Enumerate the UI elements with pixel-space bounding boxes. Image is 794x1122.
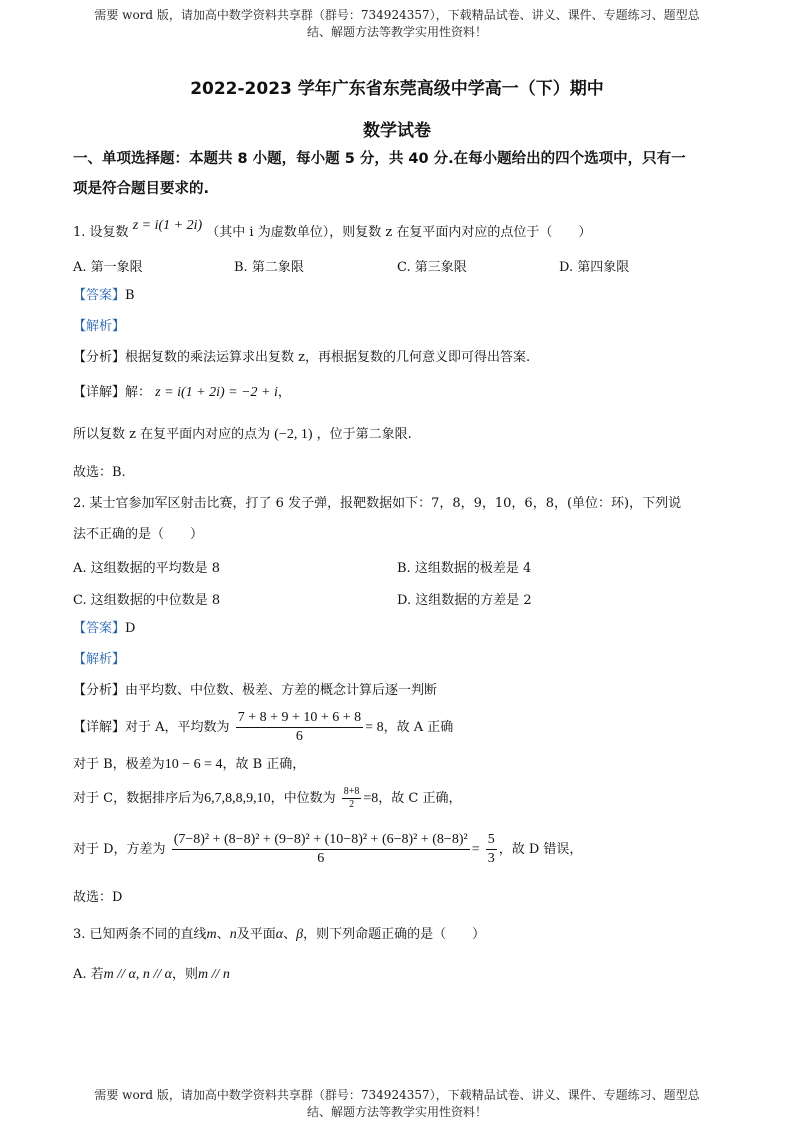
q2-d-numerator: (7−8)² + (8−8)² + (9−8)² + (10−8)² + (6−8)² + (8−8)²	[172, 831, 470, 850]
q2-stem-line1: 2. 某士官参加军区射击比赛，打了 6 发子弹，报靶数据如下：7，8，9，10，6，8，(单位：环)，下列说	[73, 496, 682, 511]
q1-point-suffix: ，位于第二象限.	[316, 427, 412, 442]
answer-tag: 【答案】	[73, 288, 126, 303]
q1-fenxi	[73, 349, 733, 367]
q2-detail-c	[73, 784, 733, 814]
q3-line-n: n	[229, 927, 237, 942]
page-title: 2022-2023 学年广东省东莞高级中学高一（下）期中	[190, 79, 604, 99]
q2-b-prefix: 对于 B，极差为	[73, 757, 165, 772]
header-banner-line1: 需要 word 版，请加高中数学资料共享群（群号：734924357），下载精品试卷、讲义、课件、专题练习、题型总	[94, 8, 700, 22]
section-heading-line1: 一、单项选择题：本题共 8 小题，每小题 5 分，共 40 分.在每小题给出的四个选项中，只有一	[73, 151, 686, 167]
header-banner	[0, 7, 794, 41]
q3-option-a	[73, 966, 733, 984]
q1-option-c: C. 第三象限	[397, 260, 467, 275]
q1-detail-prefix: 解：	[125, 385, 152, 400]
q2-option-d: D. 这组数据的方差是 2	[397, 593, 532, 608]
q2-conclusion: 故选：D	[73, 890, 123, 905]
q1-answer	[73, 287, 733, 305]
q2-c-sequence: 6,7,8,8,9,10	[204, 791, 271, 806]
q2-a-suffix: ，故 A 正确	[383, 720, 454, 735]
q2-c-mid: ，中位数为	[270, 791, 336, 806]
q1-analysis-tag: 【解析】	[73, 319, 126, 334]
q1-formula: z = i(1 + 2i)	[132, 218, 203, 233]
q2-answer-value: D	[125, 621, 136, 636]
q2-c-suffix: ，故 C 正确，	[378, 791, 462, 806]
fenxi-tag: 【分析】	[73, 683, 126, 698]
q2-option-b: B. 这组数据的极差是 4	[397, 561, 532, 576]
q1-point-value: (−2, 1)	[274, 427, 313, 442]
q2-a-equals: = 8	[365, 720, 384, 735]
q2-detail-d	[73, 830, 733, 870]
q2-b-formula: 10 − 6 = 4	[164, 757, 223, 772]
detail-tag: 【详解】	[73, 720, 126, 735]
q3-line-m: m	[206, 927, 217, 942]
q2-b-suffix: ，故 B 正确，	[222, 757, 306, 772]
q1-answer-value: B	[125, 288, 135, 303]
q2-c-denominator: 2	[349, 799, 355, 810]
q3-sep2: 、	[283, 927, 297, 942]
q3-option-a-prefix: A. 若	[73, 967, 104, 982]
q1-option-d: D. 第四象限	[559, 260, 630, 275]
q2-c-equals: =8	[363, 791, 379, 806]
q2-option-c: C. 这组数据的中位数是 8	[73, 593, 221, 608]
detail-tag: 【详解】	[73, 385, 126, 400]
q1-point-prefix: 所以复数 z 在复平面内对应的点为	[73, 427, 271, 442]
fenxi-tag: 【分析】	[73, 350, 126, 365]
q2-a-prefix: 对于 A，平均数为	[125, 720, 230, 735]
section-heading-line2: 项是符合题目要求的.	[73, 181, 210, 197]
q1-option-b: B. 第二象限	[234, 260, 304, 275]
q1-option-a: A. 第一象限	[73, 260, 143, 275]
q2-c-prefix: 对于 C，数据排序后为	[73, 791, 205, 806]
q1-fenxi-text: 根据复数的乘法运算求出复数 z，再根据复数的几何意义即可得出答案.	[125, 350, 531, 365]
q3-prefix: 3. 已知两条不同的直线	[73, 927, 207, 942]
q3-mid: 及平面	[236, 927, 276, 942]
q3-option-a-condition: m // α, n // α	[103, 967, 173, 982]
q1-stem	[73, 218, 733, 242]
q1-point	[73, 426, 733, 444]
q2-d-prefix: 对于 D，方差为	[73, 842, 166, 857]
q2-stem-line2: 法不正确的是（ ）	[73, 527, 204, 542]
q2-c-numerator: 8+8	[343, 786, 360, 797]
header-banner-line2: 结、解题方法等教学实用性资料！	[306, 25, 487, 39]
q1-detail-formula: z = i(1 + 2i) = −2 + i	[155, 385, 278, 400]
q1-conclusion: 故选：B.	[73, 465, 126, 480]
q3-sep1: 、	[216, 927, 230, 942]
footer-banner-line2: 结、解题方法等教学实用性资料！	[306, 1105, 487, 1119]
q2-detail-b	[73, 756, 733, 774]
q1-detail-suffix: ，	[277, 385, 291, 400]
q2-d-result-denominator: 3	[487, 851, 495, 866]
q3-option-a-mid: ，则	[172, 967, 199, 982]
q2-d-equals: =	[471, 842, 480, 857]
q2-d-denominator: 6	[317, 851, 325, 866]
q2-a-fraction	[236, 709, 363, 746]
page-subtitle: 数学试卷	[363, 121, 431, 141]
q1-suffix: （其中 i 为虚数单位），则复数 z 在复平面内对应的点位于（ ）	[206, 225, 592, 240]
q3-suffix: ，则下列命题正确的是（ ）	[303, 927, 486, 942]
q2-answer	[73, 620, 733, 638]
footer-banner-line1: 需要 word 版，请加高中数学资料共享群（群号：734924357），下载精品试卷、讲义、课件、专题练习、题型总	[94, 1088, 700, 1102]
q2-detail-a	[73, 708, 733, 748]
q2-c-fraction	[342, 786, 362, 811]
q2-fenxi-text: 由平均数、中位数、极差、方差的概念计算后逐一判断	[125, 683, 438, 698]
q2-a-numerator: 7 + 8 + 9 + 10 + 6 + 8	[236, 709, 363, 728]
q2-d-result-numerator: 5	[486, 831, 497, 850]
q2-fenxi	[73, 682, 733, 700]
q1-detail	[73, 384, 733, 402]
footer-banner	[0, 1087, 794, 1121]
q3-stem	[73, 926, 733, 944]
q2-d-result-fraction	[486, 831, 497, 868]
q2-a-denominator: 6	[295, 729, 303, 744]
answer-tag: 【答案】	[73, 621, 126, 636]
q3-plane-alpha: α	[275, 927, 284, 942]
q2-analysis-tag: 【解析】	[73, 652, 126, 667]
q3-option-a-result: m // n	[198, 967, 230, 982]
q2-d-fraction	[172, 831, 470, 868]
q2-option-a: A. 这组数据的平均数是 8	[73, 561, 221, 576]
q1-prefix: 1. 设复数	[73, 225, 129, 240]
q3-plane-beta: β	[296, 927, 304, 942]
q2-d-suffix: ，故 D 错误，	[498, 842, 583, 857]
